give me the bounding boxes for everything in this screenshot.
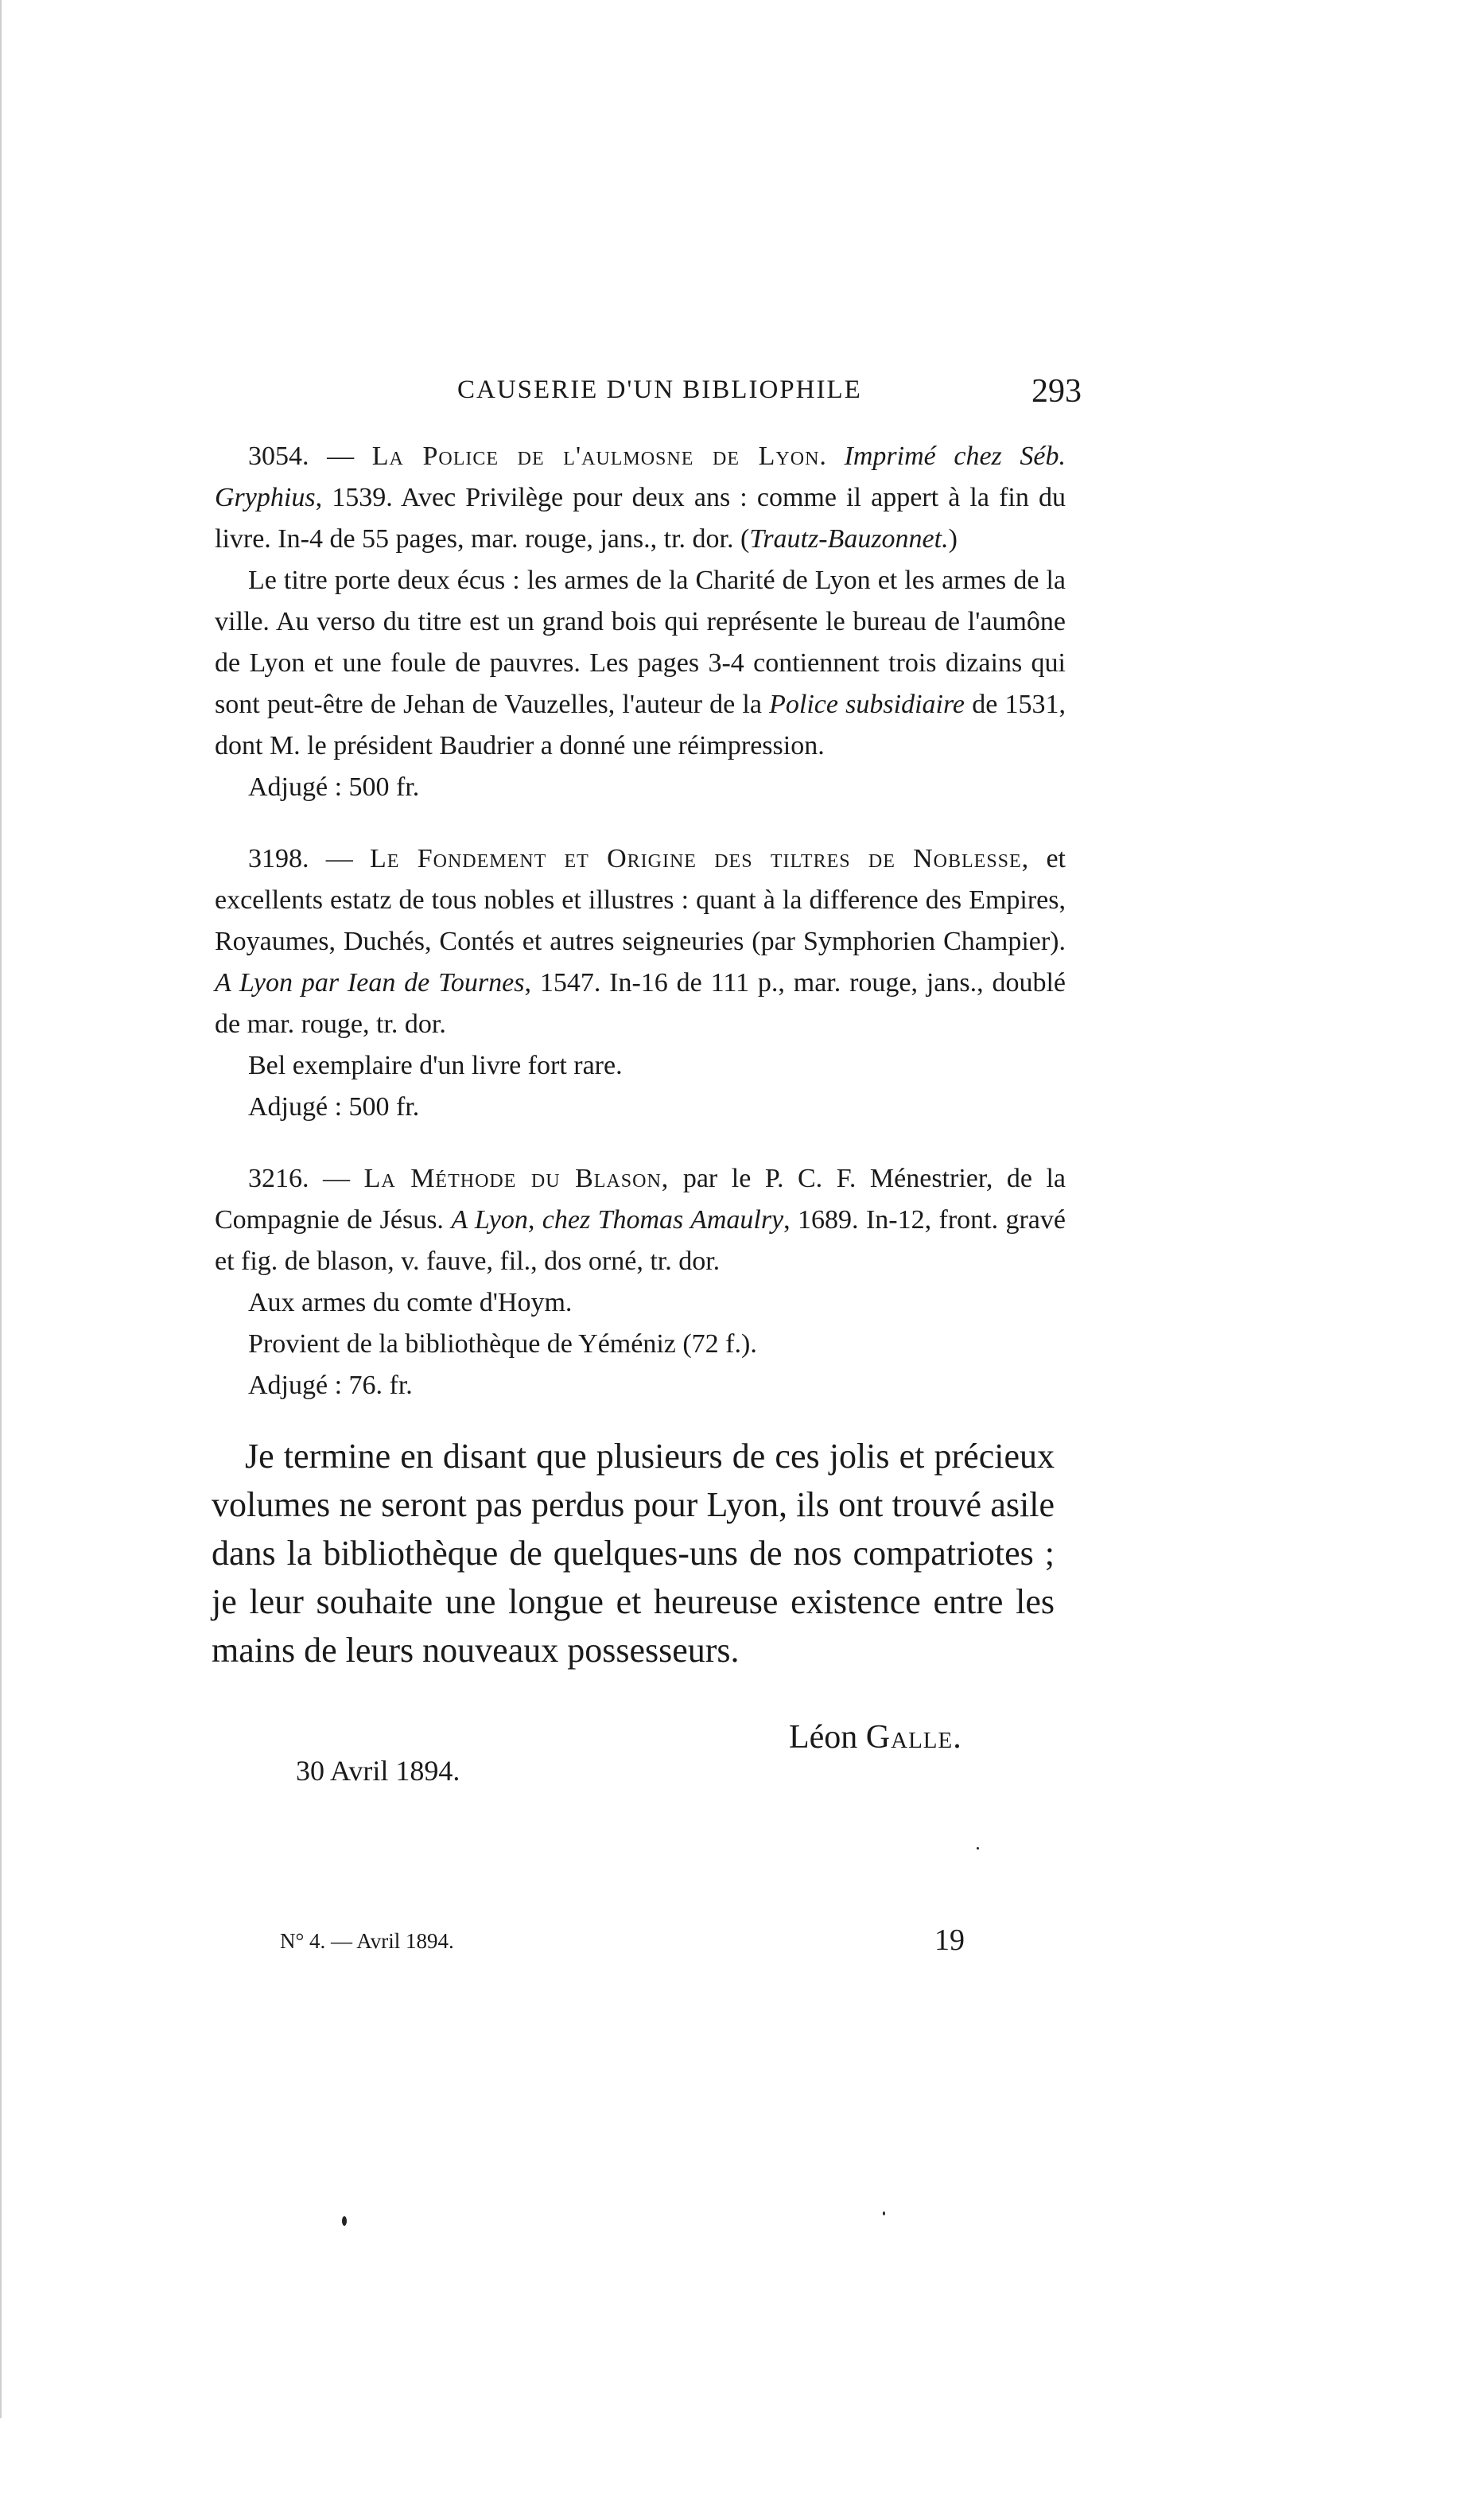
catalog-entry [215,1158,1066,1406]
entry-number: 3216. — [248,1164,364,1193]
footer-sheet-number: 19 [934,1923,965,1957]
entry-description [215,1158,1066,1282]
entry-text: , 1547. In-16 de 111 p., mar. rouge, jans., doublé de mar. rouge, tr. dor. [215,968,1066,1039]
page-number: 293 [1031,373,1082,410]
entry-price: Adjugé : 500 fr. [248,1092,420,1122]
entry-title: La Police de l'aulmosne de Lyon [371,441,820,471]
catalog-entry [215,436,1066,808]
entry-imprint: Imprimé chez Séb. Gryphius [215,441,1066,512]
catalog-entries [215,436,1066,1437]
signature-last-name: Galle. [865,1719,962,1756]
entry-note-title: Police subsidiaire [769,690,965,719]
scan-speck [342,2216,347,2226]
entry-binder: Trautz-Bauzonnet. [749,524,949,554]
entry-text: . [819,441,845,471]
entry-imprint: A Lyon par Iean de Tournes [215,968,525,998]
entry-remark: Aux armes du comte d'Hoym. [248,1288,573,1317]
entry-description [215,838,1066,1045]
scan-speck [977,1847,979,1849]
entry-text: par le P. C. F. Ménestrier, de la Compagnie de Jésus. [215,1164,1066,1235]
entry-price: Adjugé : 76. fr. [248,1371,413,1400]
footer-signature-mark: N° 4. — Avril 1894. [280,1929,454,1953]
entry-number: 3054. — [248,441,372,471]
entry-title: La Méthode du Blason, [363,1164,670,1193]
page-edge-line [0,0,2,2418]
entry-remark: Bel exemplaire d'un livre fort rare. [248,1051,623,1080]
author-signature [789,1718,962,1756]
entry-imprint: A Lyon, chez Thomas Amaulry [451,1205,784,1235]
entry-text: et excellents estatz de tous nobles et illustres : quant à la difference des Empires, Royaumes, Duchés, Contés et autres seigneuries (par Symphorien Champier). [215,844,1066,956]
signature-first-name: Léon [789,1719,866,1756]
scan-speck [883,2211,885,2215]
closing-paragraph: Je termine en disant que plusieurs de ces jolis et précieux volumes ne seront pas perdus pour Lyon, ils ont trouvé asile dans la bibliothèque de quelques-uns de nos compatriotes ; je leur souhaite une longue et heureuse existence entre les mains de leurs nouveaux possesseurs. [212,1437,1055,1670]
entry-note-text: de 1531, dont M. le président Baudrier a donné une réimpression. [215,690,1066,760]
entry-note [215,560,1066,767]
entry-provenance: Provient de la bibliothèque de Yéméniz (72 f.). [248,1329,757,1359]
dateline: 30 Avril 1894. [296,1755,460,1787]
entry-note-text: Le titre porte deux écus : les armes de la Charité de Lyon et les armes de la ville. Au verso du titre est un grand bois qui représente le bureau de l'aumône de Lyon et une foule de pauvres. Les pages 3-4 contiennent trois dizains qui sont peut-être de Jehan de Vauzelles, l'auteur de la [215,566,1066,719]
entry-text: , 1689. In-12, front. gravé et fig. de blason, v. fauve, fil., dos orné, tr. dor. [215,1205,1066,1276]
entry-description [215,436,1066,560]
catalog-entry [215,838,1066,1128]
running-title: CAUSERIE D'UN BIBLIOPHILE [457,375,862,404]
entry-title: Le Fondement et Origine des tiltres de Noblesse, [370,844,1030,873]
page-header [215,368,1082,423]
entry-text: , 1539. Avec Privilège pour deux ans : comme il appert à la fin du livre. In-4 de 55 pages, mar. rouge, jans., tr. dor. ( [215,483,1066,554]
entry-text: ) [948,524,958,554]
entry-price: Adjugé : 500 fr. [248,772,420,802]
entry-number: 3198. — [248,844,371,873]
